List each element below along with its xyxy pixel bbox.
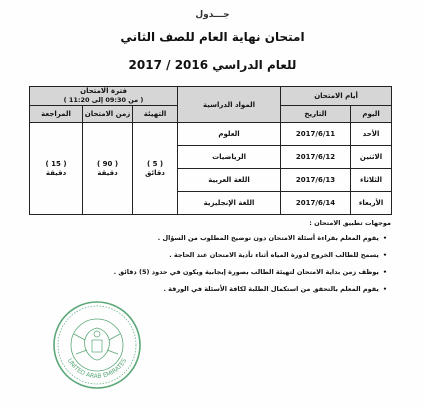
notes-title: موجهات تطبيق الامتحان : <box>309 219 391 227</box>
exam-period-title: فترة الامتحان <box>80 87 127 95</box>
prep-value: ( 5 ) <box>146 159 164 168</box>
review-header: المراجعة <box>30 106 83 123</box>
official-seal-stamp <box>52 300 142 390</box>
duration-value: ( 90 ) <box>97 159 119 168</box>
date-header: التاريخ <box>281 106 351 123</box>
exam-period-header <box>30 87 178 106</box>
date-cell: 2017/6/11 <box>281 123 351 146</box>
svg-text:UNITED ARAB EMIRATES <box>66 357 129 380</box>
academic-year: للعام الدراسي 2016 / 2017 <box>128 58 297 72</box>
subject-cell: العلوم <box>178 123 281 146</box>
prep-unit: دقائق <box>145 168 165 177</box>
review-value: ( 15 ) <box>45 159 67 168</box>
note-item: • يسمح للطالب الخروج لدورة المياه أثناء تأدية الامتحان عند الحاجة . <box>169 251 387 259</box>
seal-text: UNITED ARAB EMIRATES <box>65 357 129 381</box>
date-cell: 2017/6/13 <box>281 169 351 192</box>
note-item: • يقوم المعلم بالتحقق من استكمال الطلبة لكافة الأسئلة في الورقة . <box>163 285 387 293</box>
schedule-label: جـــدول <box>195 10 230 20</box>
duration-header: زمن الامتحان <box>83 106 133 123</box>
review-cell <box>30 123 83 215</box>
prep-header: التهيئة <box>133 106 178 123</box>
subject-cell: الرياضيات <box>178 146 281 169</box>
note-item: • يقوم المعلم بقراءة أسئلة الامتحان دون توضيح المطلوب من السؤال . <box>158 234 387 242</box>
day-header: اليوم <box>351 106 392 123</box>
subject-cell: اللغة العربية <box>178 169 281 192</box>
day-cell: الاثنين <box>351 146 392 169</box>
subject-cell: اللغة الإنجليزية <box>178 192 281 215</box>
day-cell: الأربعاء <box>351 192 392 215</box>
day-cell: الثلاثاء <box>351 169 392 192</box>
exam-period-range: ( من 09:30 إلى 11:20 ) <box>63 96 144 104</box>
exam-days-header: أيام الامتحان <box>281 87 392 106</box>
page-title: امتحان نهاية العام للصف الثاني <box>120 30 305 44</box>
exam-schedule-table <box>29 86 392 215</box>
prep-cell <box>133 123 178 215</box>
review-unit: دقيقة <box>45 168 67 177</box>
date-cell: 2017/6/14 <box>281 192 351 215</box>
date-cell: 2017/6/12 <box>281 146 351 169</box>
duration-cell <box>83 123 133 215</box>
duration-unit: دقيقة <box>97 168 118 177</box>
subjects-header: المواد الدراسية <box>178 87 281 123</box>
note-item: • يوظف زمن بداية الامتحان لتهيئة الطالب بصورة إيجابية ويكون في حدود (5) دقائق . <box>114 268 387 276</box>
table-row <box>30 123 392 146</box>
day-cell: الأحد <box>351 123 392 146</box>
